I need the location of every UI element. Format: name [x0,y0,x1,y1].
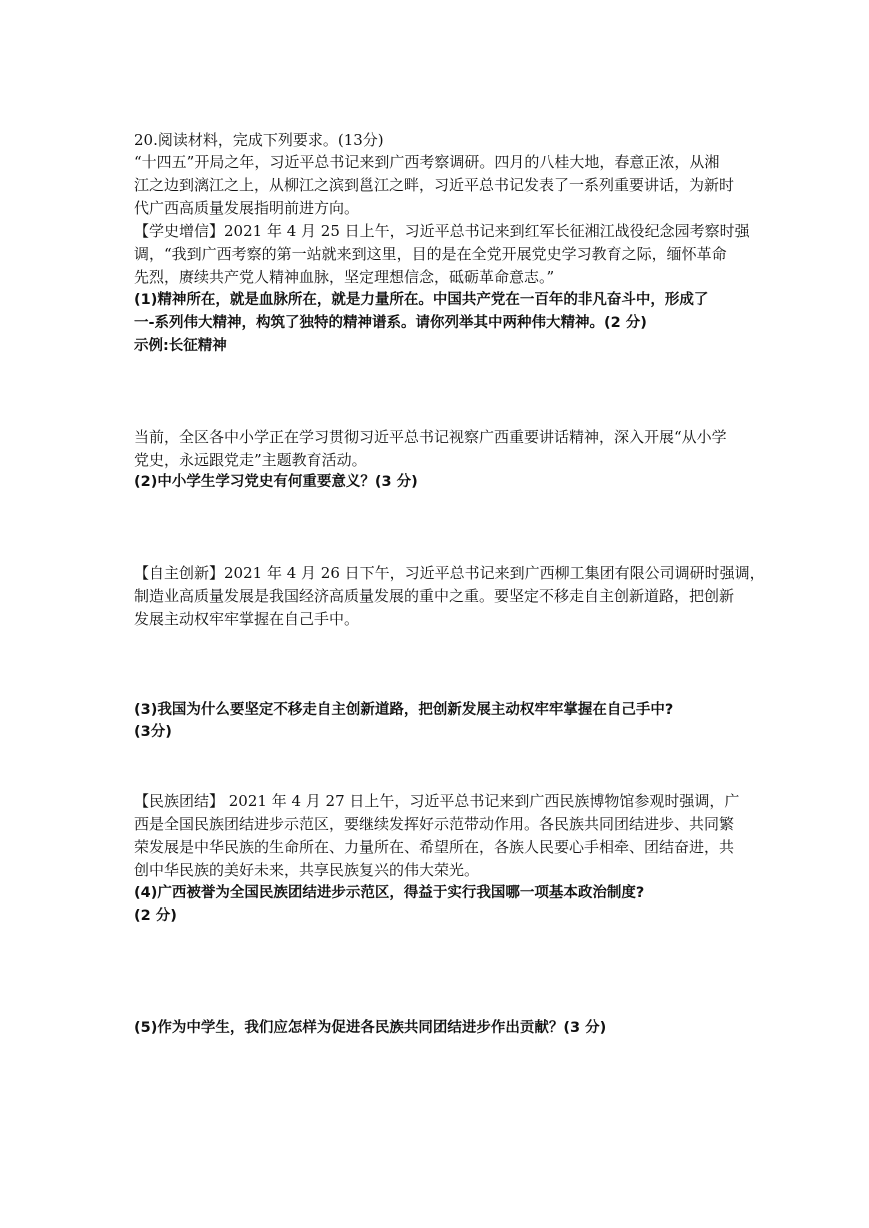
intro-line-3: 代广西高质量发展指明前进方向。 [134,199,360,217]
material-4-line-4: 创中华民族的美好未来，共享民族复兴的伟大荣光。 [134,861,480,879]
intro-line-2: 江之边到漓江之上，从柳江之滨到邕江之畔，习近平总书记发表了一系列重要讲话，为新时 [134,176,735,194]
question-1-example: 示例:长征精神 [134,338,227,354]
question-4-line-1: (4)广西被誉为全国民族团结进步示范区，得益于实行我国哪一项基本政治制度? [134,885,645,901]
question-4-line-2: (2 分) [134,908,177,924]
material-3-line-1: 【自主创新】2021 年 4 月 26 日下午，习近平总书记来到广西柳工集团有限公司调研时强调， [134,564,765,582]
material-2-line-1: 当前，全区各中小学正在学习贯彻习近平总书记视察广西重要讲话精神，深入开展“从小学 [134,428,727,446]
material-2-line-2: 党史，永远跟党走”主题教育活动。 [134,451,367,469]
question-5: (5)作为中学生，我们应怎样为促进各民族共同团结进步作出贡献？(3 分) [134,1020,607,1036]
question-1-line-2: 一-系列伟大精神，构筑了独特的精神谱系。请你列举其中两种伟大精神。(2 分) [134,315,647,331]
question-3-line-1: (3)我国为什么要坚定不移走自主创新道路，把创新发展主动权牢牢掌握在自己手中? [134,702,674,718]
material-4-line-2: 西是全国民族团结进步示范区，要继续发挥好示范带动作用。各民族共同团结进步、共同繁 [134,815,735,833]
question-3-line-2: (3分) [134,724,172,740]
material-4-line-1: 【民族团结】 2021 年 4 月 27 日上午，习近平总书记来到广西民族博物馆参观时强调，广 [134,792,740,810]
material-4-line-3: 荣发展是中华民族的生命所在、力量所在、希望所在，各族人民要心手相牵、团结奋进，共 [134,838,735,856]
question-header: 20.阅读材料，完成下列要求。(13分) [134,131,384,149]
material-1-line-3: 先烈，赓续共产党人精神血脉，坚定理想信念，砥砺革命意志。” [134,268,555,286]
material-3-line-2: 制造业高质量发展是我国经济高质量发展的重中之重。要坚定不移走自主创新道路，把创新 [134,587,735,605]
question-2: (2)中小学生学习党史有何重要意义？(3 分) [134,474,418,490]
material-3-line-3: 发展主动权牢牢掌握在自己手中。 [134,610,360,628]
material-1-line-2: 调，“我到广西考察的第一站就来到这里，目的是在全党开展党史学习教育之际，缅怀革命 [134,245,727,263]
intro-line-1: “十四五”开局之年，习近平总书记来到广西考察调研。四月的八桂大地，春意正浓，从湘 [134,153,720,171]
material-1-line-1: 【学史增信】2021 年 4 月 25 日上午，习近平总书记来到红军长征湘江战役纪念园考察时强 [134,222,750,240]
question-1-line-1: (1)精神所在，就是血脉所在，就是力量所在。中国共产党在一百年的非凡奋斗中，形成了 [134,292,709,308]
